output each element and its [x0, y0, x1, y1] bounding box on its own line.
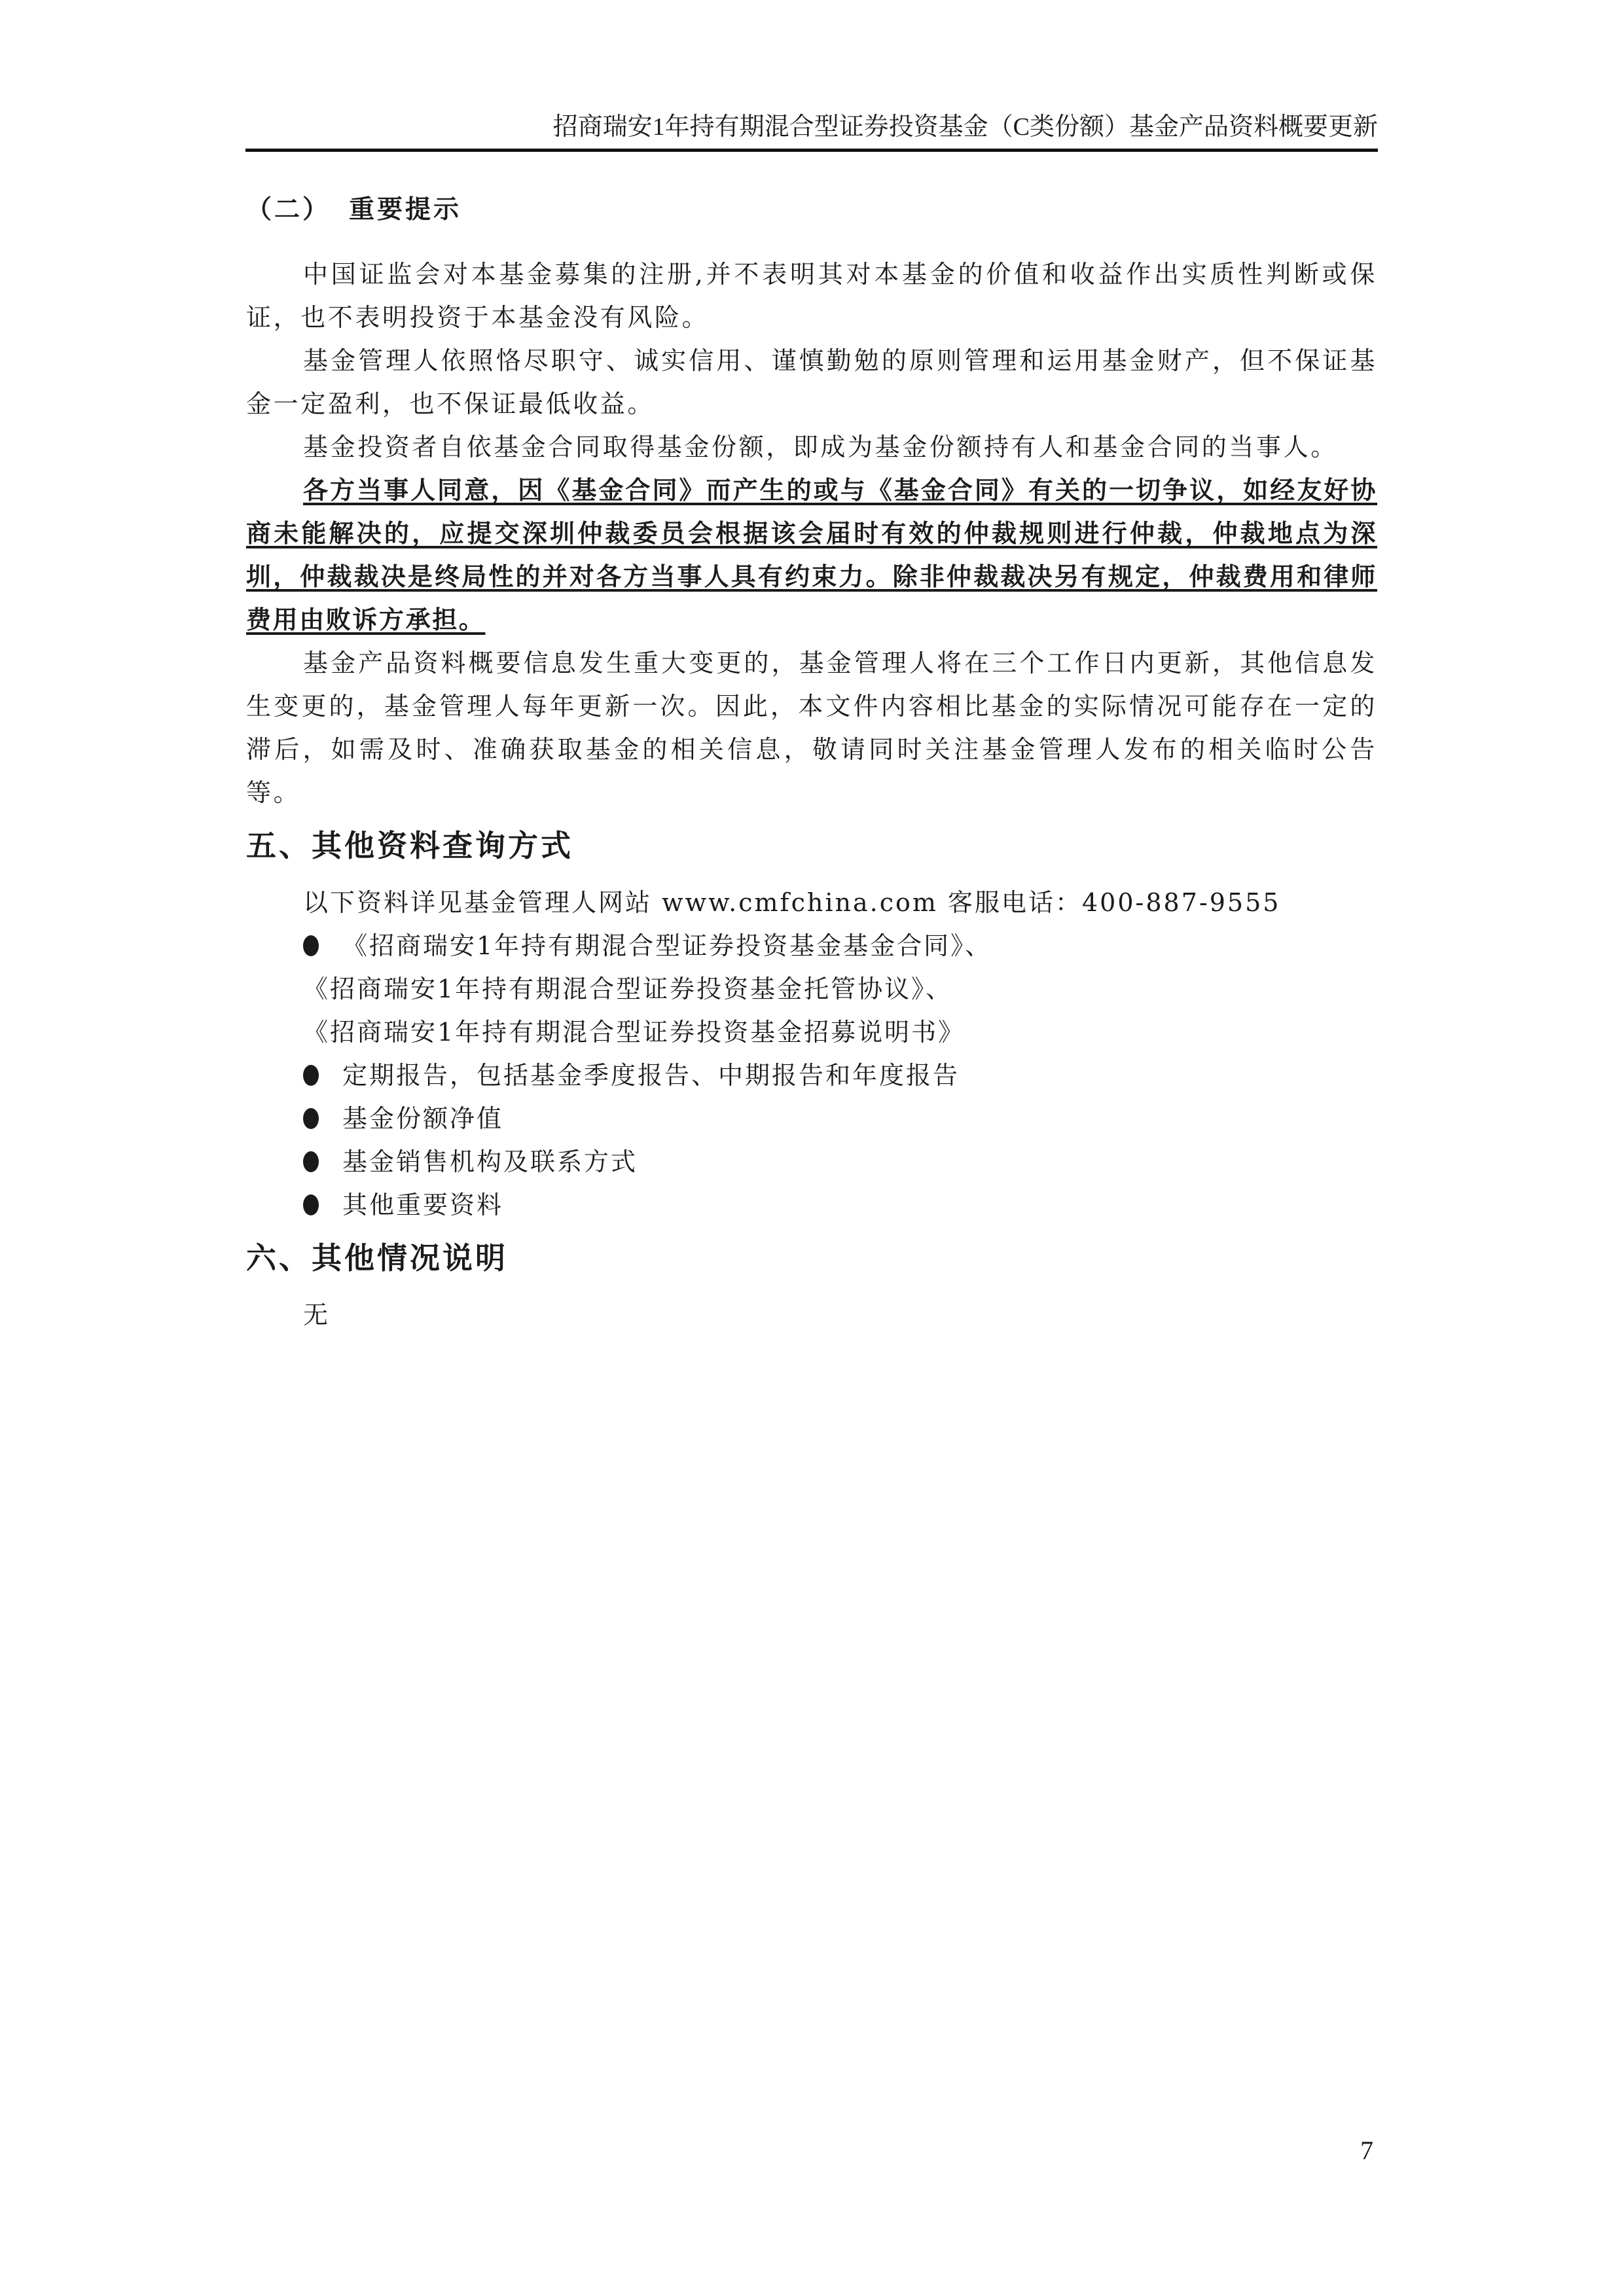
- bullet-icon: [303, 1065, 319, 1086]
- other-notes-body: 无: [303, 1300, 331, 1329]
- list-item-other-materials: [246, 1183, 1377, 1227]
- list-item-periodic-reports: [246, 1054, 1377, 1097]
- materials-intro: 以下资料详见基金管理人网站 www.cmfchina.com 客服电话：400-887-9555: [303, 888, 1281, 917]
- list-item-text: 《招商瑞安1年持有期混合型证券投资基金基金合同》、: [342, 931, 992, 960]
- subheading-title: 重要提示: [349, 195, 462, 224]
- bullet-icon: [303, 1194, 319, 1215]
- paragraph-arbitration-clause: 各方当事人同意，因《基金合同》而产生的或与《基金合同》有关的一切争议，如经友好协商未能解决的，应提交深圳仲裁委员会根据该会届时有效的仲裁规则进行仲裁，仲裁地点为深圳，仲裁裁决是终局性的并对各方当事人具有约束力。除非仲裁裁决另有规定，仲裁费用和律师费用由败诉方承担。: [246, 476, 1377, 634]
- paragraph-update-notice: 基金产品资料概要信息发生重大变更的，基金管理人将在三个工作日内更新，其他信息发生变更的，基金管理人每年更新一次。因此，本文件内容相比基金的实际情况可能存在一定的滞后，如需及时、准确获取基金的相关信息，敬请同时关注基金管理人发布的相关临时公告等。: [246, 649, 1377, 807]
- list-item-text: 其他重要资料: [342, 1191, 504, 1219]
- bullet-icon: [303, 1151, 319, 1172]
- paragraph-csrc-disclaimer: 中国证监会对本基金募集的注册,并不表明其对本基金的价值和收益作出实质性判断或保证，也不表明投资于本基金没有风险。: [246, 260, 1377, 332]
- list-item-text: 基金销售机构及联系方式: [342, 1147, 638, 1176]
- section-heading-other-notes: 六、其他情况说明: [246, 1240, 508, 1276]
- list-item-continuation: 《招商瑞安1年持有期混合型证券投资基金托管协议》、: [303, 975, 953, 1003]
- running-header: [245, 111, 1378, 152]
- list-item-text: 定期报告，包括基金季度报告、中期报告和年度报告: [342, 1061, 960, 1090]
- bullet-icon: [303, 935, 319, 956]
- page-content: [246, 194, 1377, 1336]
- list-item-text: 基金份额净值: [342, 1104, 504, 1133]
- page-number: 7: [1360, 2136, 1373, 2165]
- bullet-icon: [303, 1108, 319, 1129]
- subheading-number: （二）: [246, 195, 331, 224]
- list-item-sales-agencies: [246, 1140, 1377, 1183]
- header-title: 招商瑞安1年持有期混合型证券投资基金（C类份额）基金产品资料概要更新: [552, 113, 1378, 141]
- paragraph-investor-status: 基金投资者自依基金合同取得基金份额，即成为基金份额持有人和基金合同的当事人。: [303, 433, 1338, 461]
- subheading-important-notice: [246, 194, 1377, 226]
- section-heading-other-materials: 五、其他资料查询方式: [246, 828, 573, 863]
- list-item-legal-documents: [246, 924, 1377, 967]
- paragraph-manager-duty: 基金管理人依照恪尽职守、诚实信用、谨慎勤勉的原则管理和运用基金财产，但不保证基金一定盈利，也不保证最低收益。: [246, 346, 1377, 418]
- list-item-continuation: 《招商瑞安1年持有期混合型证券投资基金招募说明书》: [303, 1018, 965, 1047]
- materials-list: [246, 924, 1377, 1227]
- list-item-nav: [246, 1097, 1377, 1140]
